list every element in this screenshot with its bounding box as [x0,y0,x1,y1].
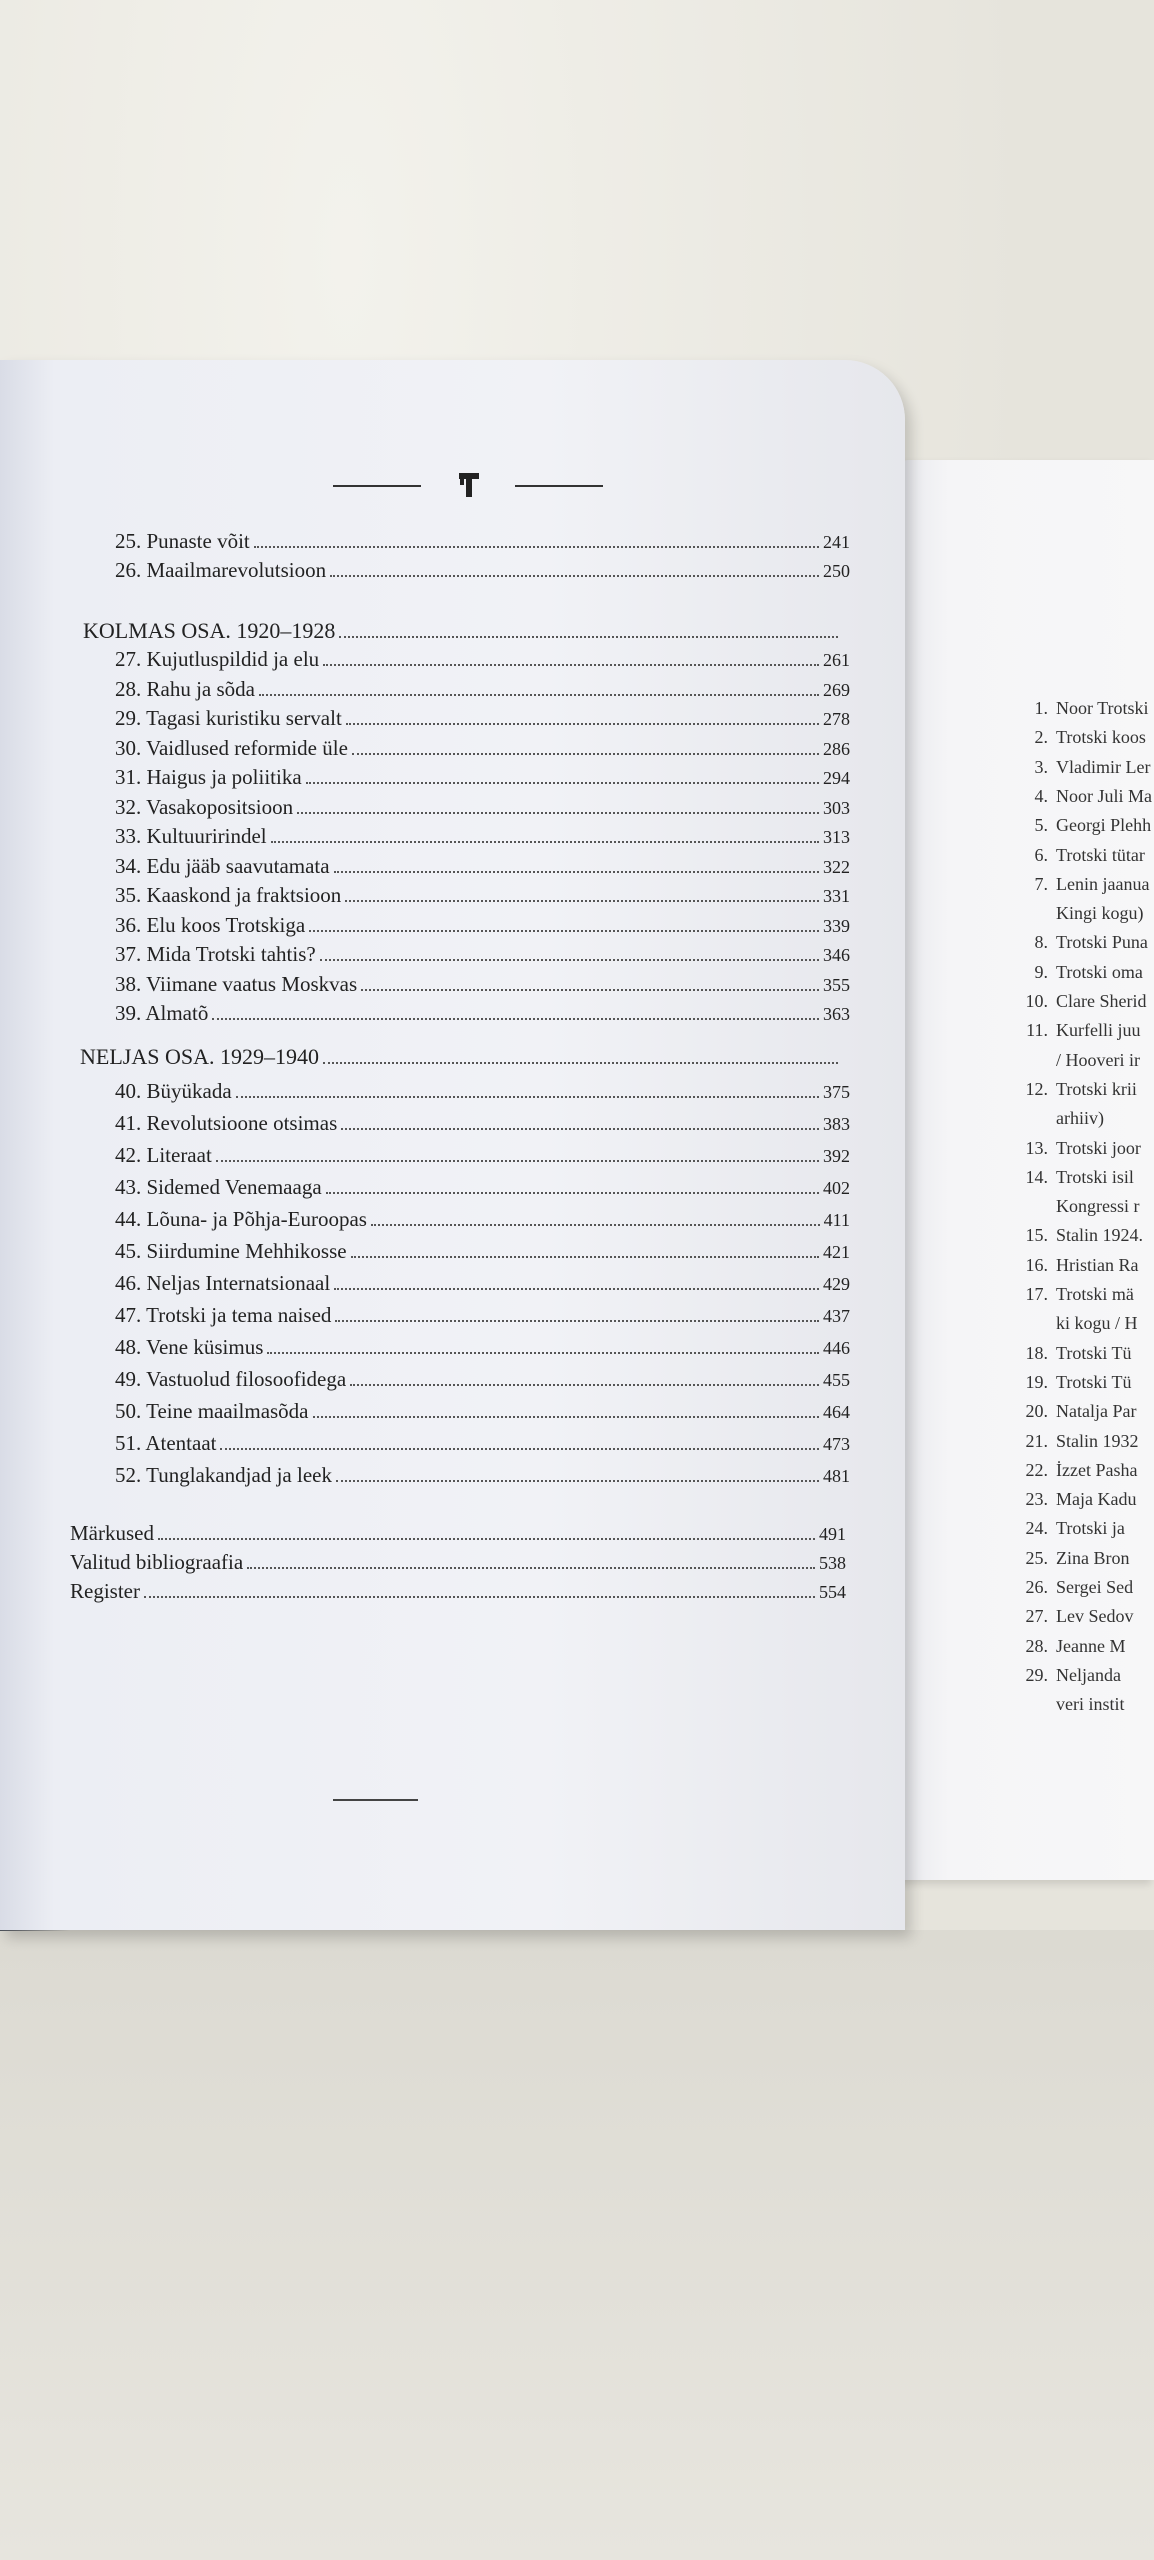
toc-entry-page: 411 [823,1209,850,1230]
dot-leader [259,694,819,696]
illustration-item [1000,1515,1125,1541]
illustration-caption: Stalin 1932 [1056,1430,1139,1451]
illustration-caption: / Hooveri ir [1056,1049,1140,1070]
back-matter-row [70,1518,846,1549]
toc-entry-page: 355 [823,974,850,995]
illustration-item [1000,1545,1130,1571]
toc-entry-title: 52. Tunglakandjad ja leek [115,1462,332,1487]
toc-entry-title: 38. Viimane vaatus Moskvas [115,971,358,996]
illustration-item [1000,900,1144,926]
illustration-caption: Trotski ja [1056,1518,1125,1539]
illustration-item [1000,1281,1134,1307]
illustration-item [1000,929,1148,955]
illustration-item [1000,1662,1121,1688]
toc-entry-page: 473 [823,1433,850,1454]
illustration-number: 18. [1025,1342,1048,1363]
illustration-item [1000,724,1146,750]
illustration-item [1000,1633,1125,1659]
illustration-caption: Trotski isil [1056,1166,1134,1187]
toc-entry-page: 383 [823,1113,850,1134]
part-heading [83,616,838,646]
illustration-number: 20. [1025,1401,1048,1422]
dot-leader [334,871,819,873]
illustration-number: 4. [1034,785,1048,806]
illustration-item [1000,1486,1136,1512]
dot-leader [352,753,819,755]
illustration-item [1000,1691,1125,1717]
toc-entry-page: 286 [823,738,850,759]
dot-leader [371,1224,820,1226]
toc-entry-title: Register [70,1578,140,1603]
illustration-item [1000,1252,1139,1278]
illustration-caption: Vladimir Ler [1056,756,1151,777]
illustration-item [1000,1017,1140,1043]
toc-row [115,910,850,941]
illustration-number: 24. [1025,1518,1048,1539]
illustration-caption: Hristian Ra [1056,1254,1139,1275]
dot-leader [351,1256,819,1258]
illustration-caption: Trotski koos [1056,727,1146,748]
header-rule-right [515,485,603,487]
illustration-number: 26. [1025,1577,1048,1597]
illustration-caption: Clare Sherid [1056,991,1147,1011]
illustration-item [1000,783,1152,809]
illustration-number: 12. [1025,1078,1048,1099]
illustration-number: 1. [1034,698,1048,718]
toc-row [115,762,850,793]
toc-entry-title: Märkused [70,1520,154,1545]
toc-entry-title: 39. Almatõ [115,1001,209,1025]
toc-entry-title: 47. Trotski ja tema naised [115,1302,332,1327]
dot-leader [271,841,819,843]
dot-leader [341,1128,819,1130]
illustration-number: 10. [1025,991,1048,1011]
dot-leader [313,1416,819,1418]
toc-row [115,1236,850,1267]
toc-entry-page: 421 [823,1241,850,1262]
toc-entry-page: 339 [823,915,850,936]
toc-row [115,1076,850,1107]
toc-row [115,674,850,705]
illustration-caption: Georgi Plehh [1056,815,1152,836]
header-rule-left [333,485,421,487]
illustration-item [1000,695,1149,721]
toc-entry-page: 303 [823,797,850,818]
dot-leader [247,1567,815,1569]
toc-entry-title: 31. Haigus ja poliitika [115,765,302,789]
toc-entry-page: 464 [823,1401,850,1422]
toc-entry-title: 43. Sidemed Venemaaga [115,1174,322,1199]
dot-leader [330,575,819,577]
dot-leader [320,959,819,961]
toc-entry-page: 250 [823,561,850,581]
toc-row [115,998,850,1029]
toc-entry-title: 51. Atentaat [115,1430,217,1455]
toc-row [115,1332,850,1363]
toc-row [115,526,850,557]
toc-row [115,939,850,970]
illustration-caption: Jeanne M [1056,1635,1126,1656]
illustration-number: 25. [1025,1547,1048,1568]
dot-leader [267,1352,819,1354]
illustration-caption: Kongressi r [1056,1196,1140,1217]
illustration-caption: Natalja Par [1056,1401,1137,1422]
illustration-number: 15. [1025,1225,1048,1246]
illustration-number: 5. [1034,815,1048,836]
illustration-number: 2. [1034,727,1048,748]
illustration-item [1000,1310,1138,1336]
illustration-number: 11. [1026,1020,1048,1041]
toc-entry-title: 48. Vene küsimus [115,1334,264,1359]
illustration-caption: Kingi kogu) [1056,903,1144,924]
toc-entry-page: 241 [823,532,850,552]
illustration-caption: Trotski Tü [1056,1342,1132,1363]
toc-entry-page: 437 [823,1305,850,1326]
publisher-logo-icon [459,473,479,497]
dot-leader [334,1288,819,1290]
toc-entry-page: 455 [823,1369,850,1390]
toc-entry-title: 30. Vaidlused reformide üle [115,735,348,760]
toc-entry-page: 261 [823,650,850,670]
illustration-caption: Lev Sedov [1056,1606,1134,1627]
illustration-item [1000,1574,1133,1600]
toc-entry-title: 37. Mida Trotski tahtis? [115,942,316,966]
illustration-number: 7. [1034,873,1048,894]
toc-entry-title: 42. Literaat [115,1142,212,1167]
dot-leader [306,782,819,784]
illustration-caption: veri instit [1056,1694,1125,1715]
dot-leader [326,1192,819,1194]
back-matter-row [70,1576,846,1607]
illustration-caption: Zina Bron [1056,1547,1130,1568]
illustration-number: 13. [1025,1137,1048,1158]
toc-entry-page: 294 [823,768,850,788]
toc-entry-page: 313 [823,827,850,847]
toc-row [115,1460,850,1491]
dot-leader [323,664,819,666]
illustration-caption: Neljanda [1056,1664,1121,1685]
illustration-caption: Trotski oma [1056,961,1143,982]
dot-leader [309,930,819,932]
toc-row [115,1428,850,1459]
illustration-item [1000,1105,1104,1131]
dot-leader [339,636,838,638]
toc-row [115,703,850,734]
dot-leader [220,1448,819,1450]
toc-row [115,644,850,675]
toc-row [115,1140,850,1171]
toc-row [115,1268,850,1299]
toc-entry-page: 538 [819,1552,846,1573]
illustration-caption: ki kogu / H [1056,1313,1138,1334]
toc-entry-title: 36. Elu koos Trotskiga [115,912,306,937]
illustration-item [1000,1340,1132,1366]
toc-entry-page: 322 [823,856,850,877]
illustration-item [1000,988,1146,1014]
toc-entry-title: 46. Neljas Internatsionaal [115,1270,331,1295]
illustration-item [1000,1428,1139,1454]
dot-leader [346,723,819,725]
illustration-number: 22. [1025,1459,1048,1480]
illustration-caption: Trotski tütar [1056,844,1145,865]
toc-entry-title: 27. Kujutluspildid ja elu [115,647,320,671]
dot-leader [336,1480,819,1482]
toc-row [115,969,850,1000]
toc-entry-page: 346 [823,945,850,965]
toc-row [115,821,850,852]
illustration-item [1000,812,1151,838]
illustration-number: 8. [1034,932,1048,953]
part-title: KOLMAS OSA. 1920–1928 [83,618,336,643]
toc-entry-title: 41. Revolutsioone otsimas [115,1110,338,1135]
dot-leader [144,1596,815,1598]
toc-entry-title: 26. Maailmarevolutsioon [115,558,327,582]
toc-entry-title: 33. Kultuuririndel [115,824,267,848]
page-header-ornament [333,473,603,497]
dot-leader [236,1096,819,1098]
illustration-item [1000,1222,1143,1248]
toc-entry-title: 32. Vasakopositsioon [115,794,294,819]
dot-leader [254,546,819,548]
dot-leader [335,1320,819,1322]
toc-entry-title: 35. Kaaskond ja fraktsioon [115,883,342,907]
toc-entry-page: 278 [823,709,850,729]
illustration-caption: Trotski joor [1056,1137,1141,1158]
illustration-item [1000,1457,1137,1483]
toc-entry-page: 554 [819,1581,846,1602]
toc-row [115,1364,850,1395]
illustration-number: 16. [1025,1254,1048,1275]
illustration-caption: Trotski Puna [1056,932,1148,953]
tablecloth-lower [0,1930,1154,2560]
dot-leader [350,1384,819,1386]
toc-row [115,1396,850,1427]
toc-row [115,1300,850,1331]
toc-entry-title: 40. Büyükada [115,1078,232,1103]
illustration-item [1000,842,1145,868]
part-heading [80,1042,838,1072]
illustration-item [1000,754,1150,780]
toc-row [115,555,850,586]
toc-entry-page: 481 [823,1465,850,1486]
illustration-number: 23. [1025,1489,1048,1510]
illustration-number: 17. [1025,1284,1048,1304]
illustration-item [1000,1603,1133,1629]
toc-entry-title: 45. Siirdumine Mehhikosse [115,1238,347,1263]
dot-leader [345,900,819,902]
toc-entry-page: 429 [823,1273,850,1294]
illustration-caption: Sergei Sed [1056,1577,1134,1597]
dot-leader [216,1160,819,1162]
illustration-number: 27. [1025,1606,1048,1627]
toc-entry-title: Valitud bibliograafia [70,1549,244,1574]
illustration-number: 28. [1025,1635,1048,1656]
toc-entry-page: 269 [823,679,850,700]
toc-entry-page: 363 [823,1004,850,1024]
toc-entry-page: 402 [823,1177,850,1198]
illustration-caption: Trotski mä [1056,1284,1134,1304]
illustration-number: 6. [1034,844,1048,865]
illustration-caption: Stalin 1924. [1056,1225,1144,1246]
illustration-item [1000,1047,1140,1073]
illustration-caption: Trotski krii [1056,1078,1137,1099]
toc-entry-page: 331 [823,886,850,906]
dot-leader [323,1062,838,1064]
toc-row [115,851,850,882]
toc-entry-title: 34. Edu jääb saavutamata [115,853,330,878]
illustration-item [1000,1076,1137,1102]
toc-entry-title: 49. Vastuolud filosoofidega [115,1366,347,1391]
toc-entry-title: 44. Lõuna- ja Põhja-Euroopas [115,1206,367,1231]
illustration-number: 19. [1025,1371,1048,1392]
toc-row [115,1108,850,1139]
toc-entry-page: 392 [823,1145,850,1166]
illustration-number: 9. [1034,961,1048,982]
part-title: NELJAS OSA. 1929–1940 [80,1043,319,1069]
illustration-caption: Noor Trotski [1056,698,1149,718]
page-footer-rule [333,1799,418,1801]
toc-row [115,880,850,911]
illustration-item [1000,1398,1136,1424]
toc-row [115,733,850,764]
toc-entry-title: 28. Rahu ja sõda [115,676,255,701]
illustration-number: 29. [1025,1664,1048,1685]
illustration-caption: Noor Juli Ma [1056,785,1152,806]
illustration-caption: İzzet Pasha [1056,1459,1138,1480]
dot-leader [212,1018,819,1020]
toc-entry-title: 50. Teine maailmasõda [115,1398,309,1423]
toc-entry-title: 25. Punaste võit [115,529,250,553]
toc-entry-page: 491 [819,1523,846,1544]
illustration-number: 21. [1025,1430,1048,1451]
toc-entry-title: 29. Tagasi kuristiku servalt [115,706,342,730]
toc-row [115,1172,850,1203]
illustration-item [1000,959,1143,985]
illustration-caption: Maja Kadu [1056,1489,1137,1510]
toc-row [115,1204,850,1235]
illustration-caption: Kurfelli juu [1056,1020,1141,1041]
illustration-item [1000,1369,1132,1395]
illustration-caption: Trotski Tü [1056,1371,1132,1392]
back-matter-row [70,1547,846,1578]
illustration-number: 3. [1034,756,1048,777]
illustration-item [1000,1193,1140,1219]
toc-row [115,792,850,823]
illustration-number: 14. [1025,1166,1048,1187]
dot-leader [297,812,819,814]
dot-leader [361,989,819,991]
illustration-item [1000,1135,1141,1161]
illustration-caption: Lenin jaanua [1056,873,1150,894]
illustration-item [1000,871,1149,897]
toc-entry-page: 446 [823,1337,850,1358]
illustration-item [1000,1164,1134,1190]
toc-entry-page: 375 [823,1081,850,1102]
dot-leader [158,1538,815,1540]
illustration-caption: arhiiv) [1056,1108,1104,1129]
